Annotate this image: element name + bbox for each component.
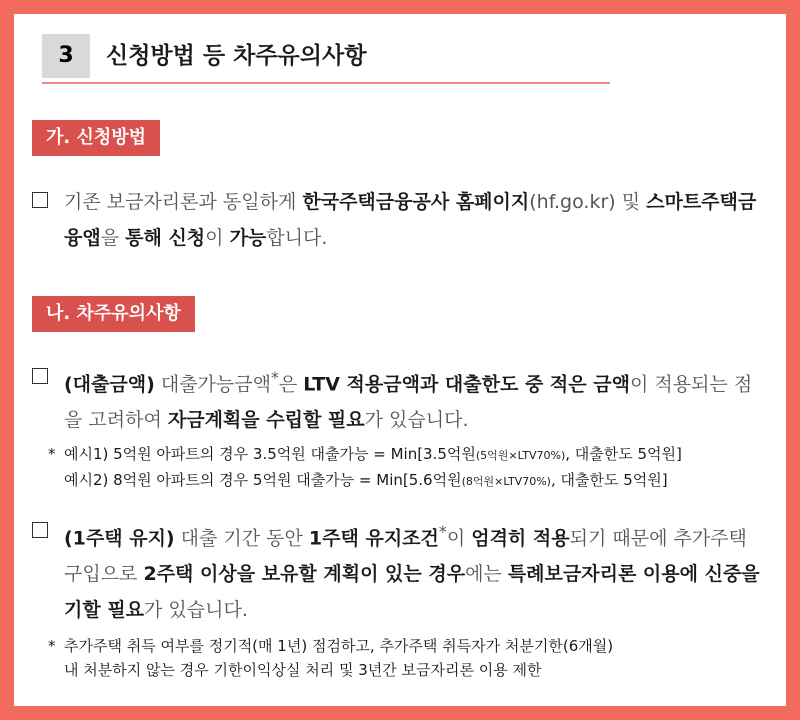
bold-text: 1주택 유지조건: [308, 527, 439, 550]
checkbox-bullet-icon: [32, 522, 48, 538]
subheading-application-method: 가. 신청방법: [32, 120, 160, 156]
bold-text: 가능: [229, 227, 267, 249]
footnote-line-1: [48, 442, 778, 468]
text: 은: [278, 373, 304, 396]
paragraph-loan-amount: [32, 360, 770, 438]
text: 이 적용되는 점을 고려하여: [64, 373, 753, 432]
paragraph-text: [32, 514, 770, 628]
section-number: 3: [42, 34, 90, 78]
checkbox-bullet-icon: [32, 368, 48, 384]
text: 가 있습니다.: [144, 599, 248, 622]
footnote-line-1: [48, 634, 778, 658]
text: , 대출한도 5억원]: [565, 445, 682, 463]
text: 에는: [465, 563, 508, 586]
footnote-star: *: [48, 637, 56, 655]
bold-text: 특례보금자리론 이용에 신중을 기할 필요: [64, 563, 760, 622]
text: 이: [446, 527, 472, 550]
bold-text: 자금계획을 수립할 필요: [167, 409, 365, 432]
text: 기존 보금자리론과 동일하게: [64, 191, 303, 213]
bold-text: (1주택 유지): [64, 527, 175, 550]
section-title: 신청방법 등 차주유의사항: [106, 43, 367, 69]
bold-text: 스마트주택금융앱: [64, 191, 757, 249]
text: 이: [205, 227, 230, 249]
text: 대출 기간 동안: [174, 527, 309, 550]
section-underline: [42, 82, 610, 84]
text: (hf.go.kr) 및: [529, 191, 647, 213]
text: 을: [100, 227, 126, 249]
bold-text: (대출금액): [64, 373, 155, 396]
footnote-star: *: [48, 445, 56, 463]
footnote-marker: *: [270, 368, 279, 387]
paragraph-text: [32, 360, 770, 438]
paragraph-single-home: [32, 514, 770, 628]
bold-text: 2주택 이상을 보유할 계획이 있는 경우: [143, 563, 466, 586]
bold-text: 한국주택금융공사 홈페이지: [302, 191, 530, 213]
document-page: [14, 14, 786, 706]
footnote-loan-examples: [48, 442, 778, 494]
text: 가 있습니다.: [364, 409, 469, 432]
paragraph-application-method: [32, 184, 770, 256]
small-text: (5억원×LTV70%): [475, 449, 566, 462]
footnote-line-2: [48, 468, 778, 494]
footnote-marker: *: [438, 522, 447, 541]
section-header: [42, 34, 612, 82]
text: 대출가능금액: [154, 373, 271, 396]
paragraph-text: [32, 184, 770, 256]
bold-text: 엄격히 적용: [471, 527, 570, 550]
text: 추가주택 취득 여부를 정기적(매 1년) 점검하고, 추가주택 취득자가 처분기한(6개월): [64, 637, 614, 655]
text: , 대출한도 5억원]: [550, 471, 668, 489]
bold-text: LTV 적용금액과 대출한도 중 적은 금액: [303, 373, 630, 396]
small-text: (8억원×LTV70%): [461, 475, 551, 488]
text: 예시2) 8억원 아파트의 경우 5억원 대출가능 = Min[5.6억원: [64, 471, 462, 489]
text: 되기 때문에 추가주택 구입으로: [64, 527, 747, 586]
footnote-line-2: 내 처분하지 않는 경우 기한이익상실 처리 및 3년간 보금자리론 이용 제한: [64, 661, 542, 679]
text: 예시1) 5억원 아파트의 경우 3.5억원 대출가능 = Min[3.5억원: [64, 445, 476, 463]
bold-text: 통해 신청: [125, 227, 206, 249]
subheading-borrower-notes: 나. 차주유의사항: [32, 296, 195, 332]
checkbox-bullet-icon: [32, 192, 48, 208]
footnote-home-check: [48, 634, 778, 682]
text: 합니다.: [266, 227, 328, 249]
